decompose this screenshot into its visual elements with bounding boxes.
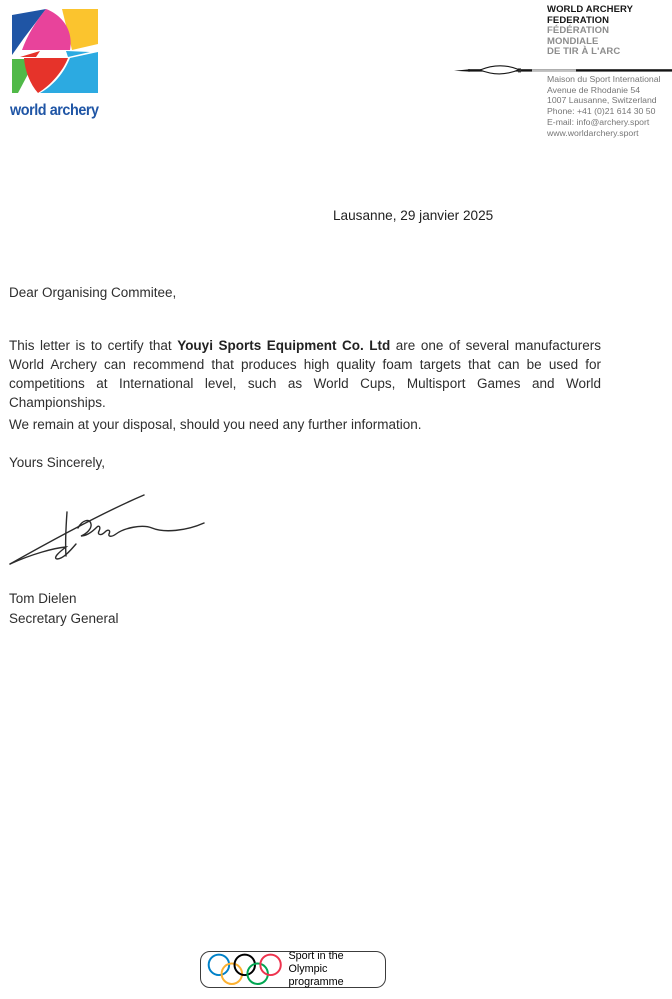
org-name-en-line1: WORLD ARCHERY: [547, 4, 634, 15]
address-line-website: www.worldarchery.sport: [547, 127, 639, 138]
badge-label-line2: Olympic programme: [288, 963, 344, 988]
org-name-fr-line1: FÉDÉRATION: [547, 25, 610, 36]
org-name-block: [547, 5, 633, 58]
address-line-3: 1007 Lausanne, Switzerland: [547, 95, 657, 106]
world-archery-logo: [10, 8, 120, 120]
body-text-before: This letter is to certify that: [9, 337, 178, 353]
org-name-fr-line3: DE TIR À L'ARC: [547, 46, 621, 57]
address-line-1: Maison du Sport International: [547, 74, 661, 84]
signer-name: Tom Dielen: [9, 591, 77, 606]
signer-block: [9, 589, 119, 628]
address-line-phone: Phone: +41 (0)21 614 30 50: [547, 106, 656, 117]
badge-label-line1: Sport in the: [288, 950, 344, 963]
signature-icon: [4, 484, 212, 570]
world-archery-logo-icon: [10, 8, 100, 95]
org-name-fr-line2: MONDIALE: [547, 35, 599, 47]
badge-label: [288, 950, 385, 988]
valediction: Yours Sincerely,: [9, 455, 106, 470]
address-line-2: Avenue de Rhodanie 54: [547, 84, 641, 95]
address-line-email: E-mail: info@archery.sport: [547, 116, 650, 127]
world-archery-wordmark: world archery: [10, 102, 99, 119]
salutation: Dear Organising Commitee,: [9, 285, 177, 300]
address-block: [547, 74, 661, 138]
body-text-after: are one of several manufacturers World Archery can recommend that produces high quality foam targets that can be used for competitions at International level, such as World Cups, Multisport Games and World Championships.: [9, 337, 601, 411]
date-line: Lausanne, 29 janvier 2025: [333, 208, 494, 223]
signer-title: Secretary General: [9, 610, 119, 626]
org-name-en-line2: FEDERATION: [547, 14, 610, 26]
olympic-programme-badge: [200, 951, 386, 988]
body-paragraph: [9, 336, 601, 413]
closing-line: We remain at your disposal, should you need any further information.: [9, 417, 422, 432]
olympic-rings-icon: [207, 953, 283, 986]
company-name: Youyi Sports Equipment Co. Ltd: [177, 337, 391, 353]
